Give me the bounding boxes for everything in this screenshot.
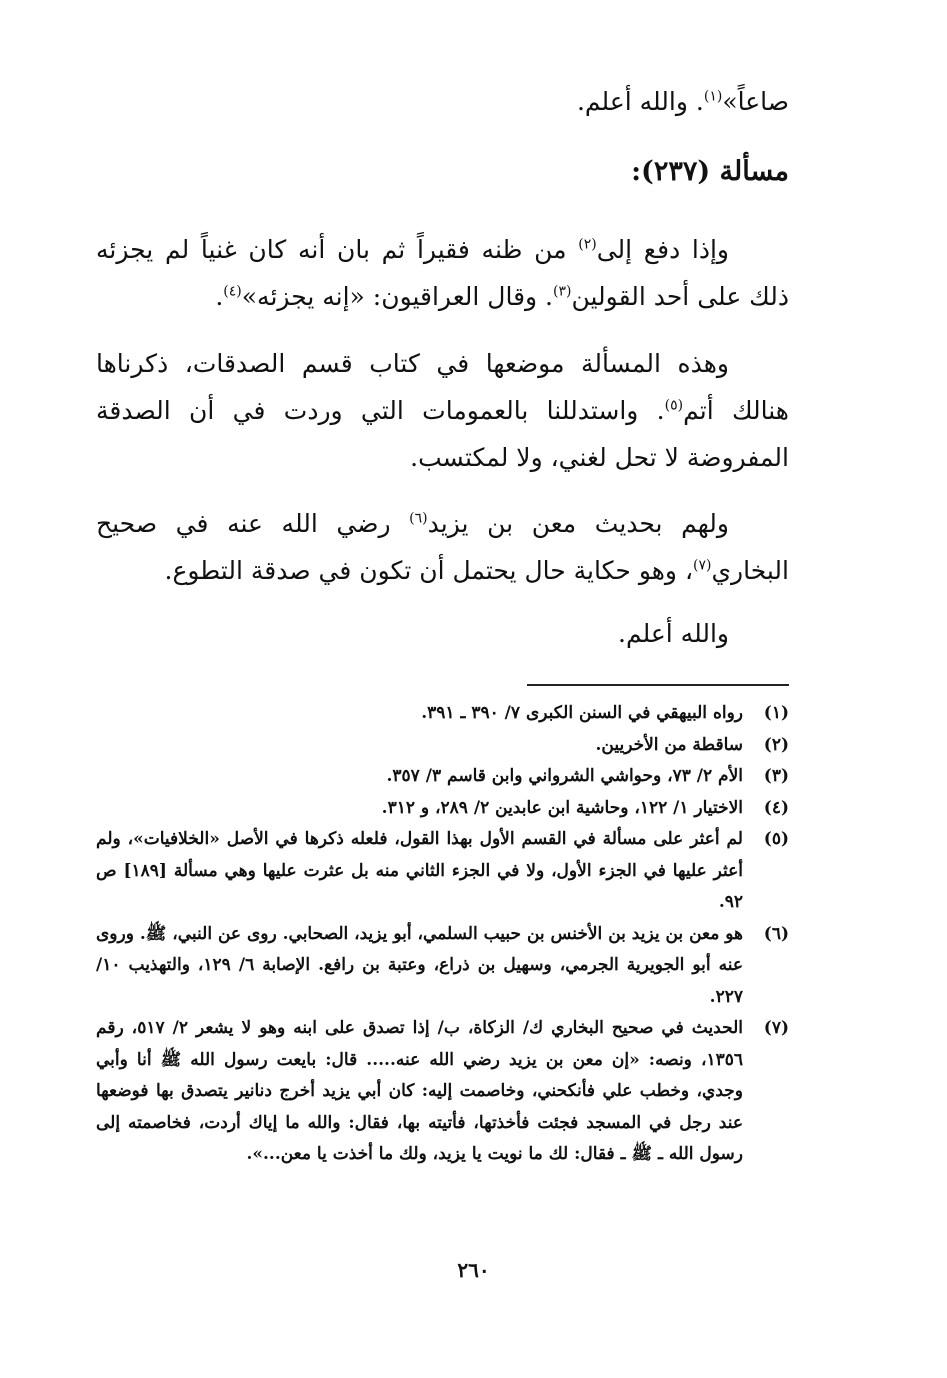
footnote-separator xyxy=(527,684,789,686)
section-heading: مسألة (٢٣٧): xyxy=(631,156,789,187)
closing-text: والله أعلم. xyxy=(618,619,729,648)
footnote-ref-3: (٣) xyxy=(553,283,572,300)
footnote-item xyxy=(96,919,789,1014)
footnote-item xyxy=(96,761,789,793)
closing-line xyxy=(96,610,789,657)
footnote-number: (٦) xyxy=(763,923,789,944)
opening-text: صاعاً» xyxy=(722,87,789,116)
page-number: ٢٦٠ xyxy=(457,1258,490,1282)
footnote-number: (٣) xyxy=(763,766,789,786)
paragraph-1-part-4: . xyxy=(215,282,224,311)
footnote-number: (٧) xyxy=(763,1018,789,1038)
footnote-number: (٤) xyxy=(763,797,789,818)
footnote-number: (٢) xyxy=(763,734,789,755)
paragraph-3-part-1: ولهم بحديث معن بن يزيد xyxy=(427,509,729,538)
footnote-text: الأم ٢/ ٧٣، وحواشي الشرواني وابن قاسم ٣/ ٣٥٧. xyxy=(386,766,743,786)
paragraph-3 xyxy=(96,500,789,594)
paragraph-2 xyxy=(96,340,789,481)
paragraph-3-part-2: رضي الله عنه في صحيح البخاري xyxy=(96,509,789,585)
footnote-text: هو معن بن يزيد بن الأخنس بن حبيب السلمي، أبو يزيد، الصحابي. روى عن النبي، ﷺ. وروى عنه أبو الجويرية الجرمي، وسهيل بن ذراع، وعتبة بن رافع. الإصابة ٦/ ١٢٩، والتهذيب ١٠/ ٢٢٧. xyxy=(96,923,743,1007)
footnote-text: رواه البيهقي في السنن الكبرى ٧/ ٣٩٠ ـ ٣٩١. xyxy=(421,703,743,723)
footnote-number: (٥) xyxy=(763,829,789,849)
footnote-ref-1: (١) xyxy=(703,88,723,105)
opening-after: . والله أعلم. xyxy=(576,87,704,116)
paragraph-1-part-1: وإذا دفع إلى xyxy=(596,235,730,264)
footnote-item xyxy=(96,1013,789,1171)
footnote-text: لم أعثر على مسألة في القسم الأول بهذا القول، فلعله ذكرها في الأصل «الخلافيات»، ولم أعثر عليها في الجزء الأول، ولا في الجزء الثاني منه بل عثرت عليها وهي مسألة [١٨٩] ص ٩٢. xyxy=(96,829,743,912)
paragraph-3-part-3: ، وهو حكاية حال يحتمل أن تكون في صدقة التطوع. xyxy=(164,556,694,585)
footnote-text: الحديث في صحيح البخاري ك/ الزكاة، ب/ إذا تصدق على ابنه وهو لا يشعر ٢/ ٥١٧، رقم ١٣٥٦، ونصه: «إن معن بن يزيد رضي الله عنه..... قال: بايعت رسول الله ﷺ أنا وأبي وجدي، وخطب علي فأنكحني، وخاصمت إليه: كان أبي يزيد أخرج دنانير يتصدق بها فوضعها عند رجل في المسجد فجئت فأخذتها، فأتيته بها، فقال: والله ما إياك أردت، فخاصمته إلى رسول الله ـ ﷺ ـ فقال: لك ما نويت يا يزيد، ولك ما أخذت يا معن...». xyxy=(96,1018,743,1164)
paragraph-2-part-1: وهذه المسألة موضعها في كتاب قسم الصدقات، ذكرناها هنالك أتم xyxy=(96,349,789,425)
footnote-number: (١) xyxy=(763,703,789,723)
opening-line xyxy=(96,78,789,125)
footnote-ref-6: (٦) xyxy=(409,510,428,527)
footnote-ref-7: (٧) xyxy=(693,557,712,574)
footnote-item xyxy=(96,824,789,919)
footnote-text: ساقطة من الأخريين. xyxy=(595,734,743,755)
paragraph-1-part-3: . وقال العراقيون: «إنه يجزئه» xyxy=(241,282,553,311)
footnote-ref-2: (٢) xyxy=(578,236,597,253)
paragraph-1 xyxy=(96,226,789,320)
footnote-ref-5: (٥) xyxy=(664,397,684,414)
footnote-item xyxy=(96,793,789,825)
footnote-item xyxy=(96,730,789,762)
footnote-text: الاختيار ١/ ١٢٢، وحاشية ابن عابدين ٢/ ٢٨٩، و ٣١٢. xyxy=(381,797,743,818)
footnote-ref-4: (٤) xyxy=(223,283,242,300)
paragraph-1-part-2: من ظنه فقيراً ثم بان أنه كان غنياً لم يجزئه ذلك على أحد القولين xyxy=(96,235,789,311)
footnotes-list xyxy=(96,698,789,1171)
paragraph-2-part-2: . واستدللنا بالعمومات التي وردت في أن الصدقة المفروضة لا تحل لغني، ولا لمكتسب. xyxy=(96,396,789,472)
footnote-item xyxy=(96,698,789,730)
